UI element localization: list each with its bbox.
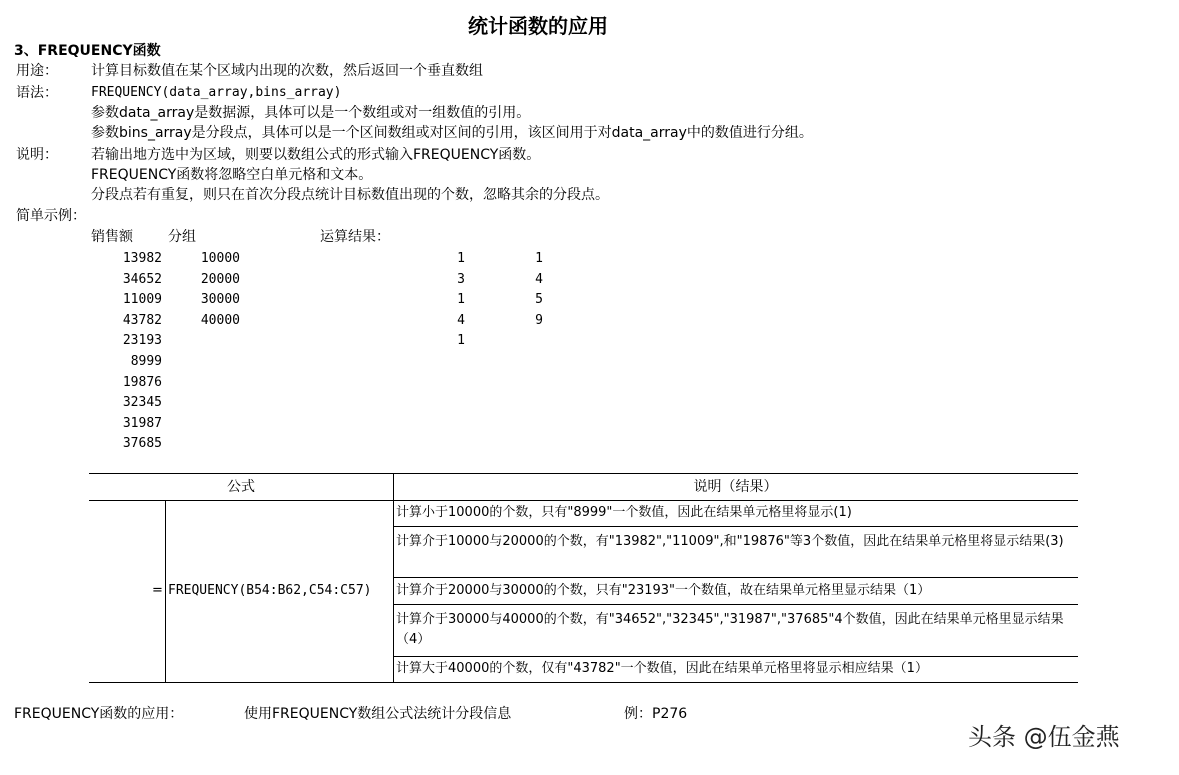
table-header-desc: 说明（结果） (693, 479, 778, 495)
table-column-rule (165, 500, 166, 683)
notes-line2: FREQUENCY函数将忽略空白单元格和文本。 (91, 167, 373, 183)
sales-value: 34652 (122, 272, 162, 287)
watermark: 头条 @伍金燕 (968, 723, 1120, 751)
row-divider (393, 604, 1078, 605)
bin-value: 10000 (200, 251, 240, 266)
result-b-value: 1 (535, 251, 543, 266)
example-label: 简单示例： (16, 208, 86, 224)
syntax-param-bins: 参数bins_array是分段点，具体可以是一个区间数组或对区间的引用，该区间用于对data_array中的数值进行分组。 (91, 125, 813, 141)
purpose-text: 计算目标数值在某个区域内出现的次数，然后返回一个垂直数组 (91, 63, 483, 79)
header-bins: 分组 (168, 229, 196, 245)
table-column-rule (393, 473, 394, 683)
purpose-label: 用途： (16, 63, 58, 79)
footer-ref: 例：P276 (624, 706, 688, 722)
sales-value: 37685 (122, 436, 162, 451)
result-a-value: 1 (457, 333, 465, 348)
syntax-label: 语法： (16, 85, 58, 101)
syntax-param-data: 参数data_array是数据源，具体可以是一个数组或对一组数值的引用。 (91, 105, 531, 121)
row-divider (393, 656, 1078, 657)
row-divider (393, 526, 1078, 527)
sales-value: 8999 (130, 354, 162, 369)
table-row-desc: 计算介于30000与40000的个数，有"34652","32345","31987","37685"4个数值，因此在结果单元格里显示结果（4） (396, 612, 1064, 647)
page-title: 统计函数的应用 (468, 14, 608, 38)
table-row-desc: 计算介于20000与30000的个数，只有"23193"一个数值，故在结果单元格里显示结果（1） (396, 583, 931, 598)
result-b-value: 4 (535, 272, 543, 287)
sales-value: 11009 (122, 292, 162, 307)
result-b-value: 9 (535, 313, 543, 328)
sales-value: 31987 (122, 416, 162, 431)
table-top-rule (89, 473, 1078, 474)
table-header-formula: 公式 (227, 479, 255, 495)
table-row-desc: 计算大于40000的个数，仅有"43782"一个数值，因此在结果单元格里将显示相应结果（1） (396, 661, 928, 676)
header-result: 运算结果： (320, 229, 390, 245)
bin-value: 30000 (200, 292, 240, 307)
row-divider (393, 577, 1078, 578)
formula-equals: = (152, 583, 163, 598)
table-row-desc: 计算小于10000的个数，只有"8999"一个数值，因此在结果单元格里将显示(1) (396, 505, 852, 520)
bin-value: 20000 (200, 272, 240, 287)
sales-value: 13982 (122, 251, 162, 266)
bin-value: 40000 (200, 313, 240, 328)
table-row-desc: 计算介于10000与20000的个数，有"13982","11009",和"19876"等3个数值，因此在结果单元格里将显示结果(3) (396, 534, 1064, 549)
sales-value: 43782 (122, 313, 162, 328)
sales-value: 19876 (122, 375, 162, 390)
section-heading: 3、FREQUENCY函数 (14, 43, 161, 59)
footer-usage: 使用FREQUENCY数组公式法统计分段信息 (244, 706, 512, 722)
notes-line1: 若输出地方选中为区域，则要以数组公式的形式输入FREQUENCY函数。 (91, 147, 541, 163)
formula-cell: FREQUENCY(B54:B62,C54:C57) (168, 583, 372, 598)
table-header-rule (89, 500, 1078, 501)
notes-label: 说明： (16, 147, 58, 163)
header-sales: 销售额 (91, 229, 133, 245)
result-b-value: 5 (535, 292, 543, 307)
result-a-value: 1 (457, 251, 465, 266)
sales-value: 32345 (122, 395, 162, 410)
syntax-formula: FREQUENCY(data_array,bins_array) (91, 85, 342, 100)
table-bottom-rule (89, 682, 1078, 683)
result-a-value: 1 (457, 292, 465, 307)
result-a-value: 4 (457, 313, 465, 328)
sales-value: 23193 (122, 333, 162, 348)
footer-app: FREQUENCY函数的应用： (14, 706, 184, 722)
notes-line3: 分段点若有重复，则只在首次分段点统计目标数值出现的个数，忽略其余的分段点。 (91, 187, 609, 203)
result-a-value: 3 (457, 272, 465, 287)
